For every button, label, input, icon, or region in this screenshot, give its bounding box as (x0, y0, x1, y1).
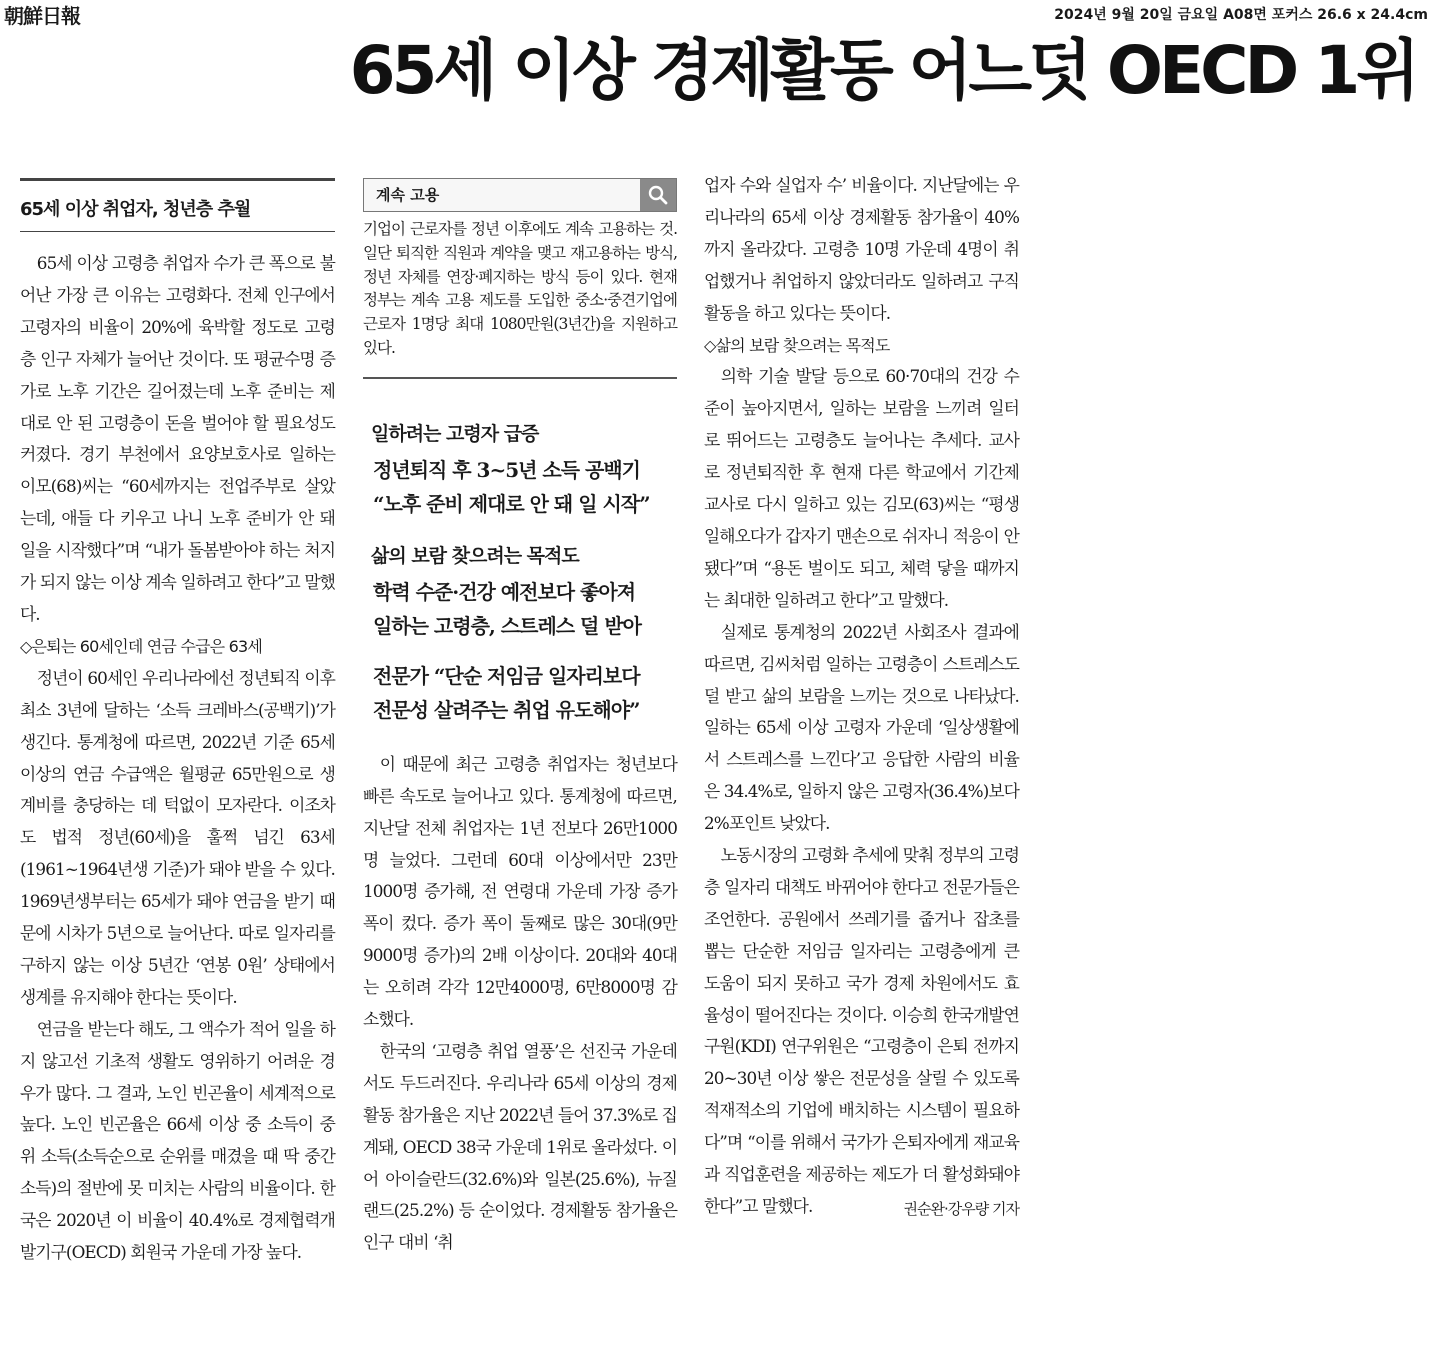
paragraph: 연금을 받는다 해도, 그 액수가 적어 일을 하지 않고선 기초적 생활도 영위하기 어려운 경우가 많다. 그 결과, 노인 빈곤율이 세계적으로 높다. 노인 빈곤율은 66세 이상 중 소득이 중위 소득(소득순으로 순위를 매겼을 때 딱 중간 소득)의 절반에 못 미치는 사람의 비율이다. 한국은 2020년 이 비율이 40.4%로 경제협력개발기구(OECD) 회원국 가운데 가장 높다. (20, 1018, 335, 1263)
paragraph: 65세 이상 고령층 취업자 수가 큰 폭으로 불어난 가장 큰 이유는 고령화다. 전체 인구에서 고령자의 비율이 20%에 육박할 정도로 고령층 인구 자체가 늘어난 것이다. 또 평균수명 증가로 노후 기간은 길어졌는데 노후 준비는 제대로 안 된 고령층이 돈을 벌어야 할 필요성도 커졌다. 경기 부천에서 요양보호사로 일하는 이모(68)씨는 “60세까지는 전업주부로 살았는데, 애들 다 키우고 나니 노후 준비가 안 돼 일을 시작했다”며 “내가 돌봄받아야 하는 처지가 되지 않는 이상 계속 일하려고 한다”고 말했다. (20, 253, 335, 624)
search-term[interactable]: 계속 고용 (364, 179, 640, 211)
article-column-3 (704, 170, 1019, 1223)
final-paragraph-block (704, 840, 1019, 1223)
deck-line: 전문성 살려주는 취업 유도해야” (373, 697, 640, 722)
deck-line: 학력 수준·건강 예전보다 좋아져 (373, 579, 636, 604)
deck-line: 정년퇴직 후 3~5년 소득 공백기 (373, 457, 640, 482)
search-icon (648, 185, 668, 205)
paragraph: 정년이 60세인 우리나라에선 정년퇴직 이후 최소 3년에 달하는 ‘소득 크레바스(공백기)’가 생긴다. 통계청에 따르면, 2022년 기준 65세 이상의 연금 수급액은 월평균 65만원으로 생계비를 충당하는 데 턱없이 모자란다. 이조차도 법적 정년(60세)을 훌쩍 넘긴 63세(1961~1964년생 기준)가 돼야 받을 수 있다. 1969년생부터는 65세가 돼야 연금을 받기 때문에 시차가 5년으로 늘어난다. 따로 일자리를 구하지 않는 이상 5년간 ‘연봉 0원’ 상태에서 생계를 유지해야 한다는 뜻이다. (20, 667, 335, 1007)
paragraph: 업자 수와 실업자 수’ 비율이다. 지난달에는 우리나라의 65세 이상 경제활동 참가율이 40%까지 올라갔다. 고령층 10명 가운데 4명이 취업했거나 취업하지 않았더라도 일하려고 구직 활동을 하고 있다는 뜻이다. (704, 175, 1019, 323)
paragraph: 한국의 ‘고령층 취업 열풍’은 선진국 가운데서도 두드러진다. 우리나라 65세 이상의 경제활동 참가율은 지난 2022년 들어 37.3%로 집계돼, OECD 38국 가운데 1위로 올라섰다. 이어 아이슬란드(32.6%)와 일본(25.6%), 뉴질랜드(25.2%) 등 순이었다. 경제활동 참가율은 인구 대비 ‘취 (363, 1040, 677, 1253)
dateline: 2024년 9월 20일 금요일 A08면 포커스 26.6 x 24.4cm (1054, 7, 1428, 23)
byline: 권순완·강우량 기자 (903, 1199, 1019, 1218)
deck-line: 전문가 “단순 저임금 일자리보다 (373, 663, 640, 688)
section-heading: ◇삶의 보람 찾으려는 목적도 (704, 335, 890, 355)
deck-line: “노후 준비 제대로 안 돼 일 시작” (373, 491, 650, 516)
paragraph: 실제로 통계청의 2022년 사회조사 결과에 따르면, 김씨처럼 일하는 고령층이 스트레스도 덜 받고 삶의 보람을 느끼는 것으로 나타났다. 일하는 65세 이상 고령자 가운데 ‘일상생활에서 스트레스를 느낀다’고 응답한 사람의 비율은 34.4%로, 일하지 않은 고령자(36.4%)보다 2%포인트 낮았다. (704, 621, 1019, 834)
article-column-1 (20, 178, 335, 1269)
search-button[interactable] (640, 179, 676, 211)
glossary-text: 기업이 근로자를 정년 이후에도 계속 고용하는 것. 일단 퇴직한 직원과 계약을 맺고 재고용하는 방식, 정년 자체를 연장·폐지하는 방식 등이 있다. 현재 정부는 계속 고용 제도를 도입한 중소·중견기업에 근로자 1명당 최대 1080만원(3년간)을 지원하고 있다. (363, 220, 677, 357)
deck-line: 일하는 고령층, 스트레스 덜 받아 (373, 613, 641, 638)
headline: 65세 이상 경제활동 어느덧 OECD 1위 (349, 32, 1416, 109)
glossary-search-box[interactable] (363, 178, 677, 212)
deck-kicker: 삶의 보람 찾으려는 목적도 (371, 544, 579, 567)
paragraph: 이 때문에 최근 고령층 취업자는 청년보다 빠른 속도로 늘어나고 있다. 통계청에 따르면, 지난달 전체 취업자는 1년 전보다 26만1000명 늘었다. 그런데 60대 이상에서만 23만1000명 증가해, 전 연령대 가운데 가장 증가 폭이 컸다. 증가 폭이 둘째로 많은 30대(9만9000명 증가)의 2배 이상이다. 20대와 40대는 오히려 각각 12만4000명, 6만8000명 감소했다. (363, 753, 677, 1030)
sub-headline-deck (363, 415, 677, 727)
deck-kicker: 일하려는 고령자 급증 (371, 422, 539, 445)
section-heading: ◇은퇴는 60세인데 연금 수급은 63세 (20, 636, 263, 656)
section-subhead: 65세 이상 취업자, 청년층 추월 (20, 178, 335, 232)
glossary-box (363, 218, 677, 379)
article-column-2 (363, 178, 677, 1259)
newspaper-logo: 朝鮮日報 (4, 4, 80, 28)
paragraph: 노동시장의 고령화 추세에 맞춰 정부의 고령층 일자리 대책도 바뀌어야 한다고 전문가들은 조언한다. 공원에서 쓰레기를 줍거나 잡초를 뽑는 단순한 저임금 일자리는 고령층에게 큰 도움이 되지 못하고 국가 경제 차원에서도 효율성이 떨어진다는 것이다. 이승희 한국개발연구원(KDI) 연구위원은 “고령층이 은퇴 전까지 20~30년 이상 쌓은 전문성을 살릴 수 있도록 적재적소의 기업에 배치하는 시스템이 필요하다”며 “이를 위해서 국가가 은퇴자에게 재교육과 직업훈련을 제공하는 제도가 더 활성화돼야 한다”고 말했다. (704, 845, 1019, 1216)
paragraph: 의학 기술 발달 등으로 60·70대의 건강 수준이 높아지면서, 일하는 보람을 느끼려 일터로 뛰어드는 고령층도 늘어나는 추세다. 교사로 정년퇴직한 후 현재 다른 학교에서 기간제 교사로 다시 일하고 있는 김모(63)씨는 “평생 일해오다가 갑자기 맨손으로 쉬자니 적응이 안 됐다”며 “용돈 벌이도 되고, 체력 닿을 때까지는 최대한 일하려고 한다”고 말했다. (704, 366, 1019, 610)
